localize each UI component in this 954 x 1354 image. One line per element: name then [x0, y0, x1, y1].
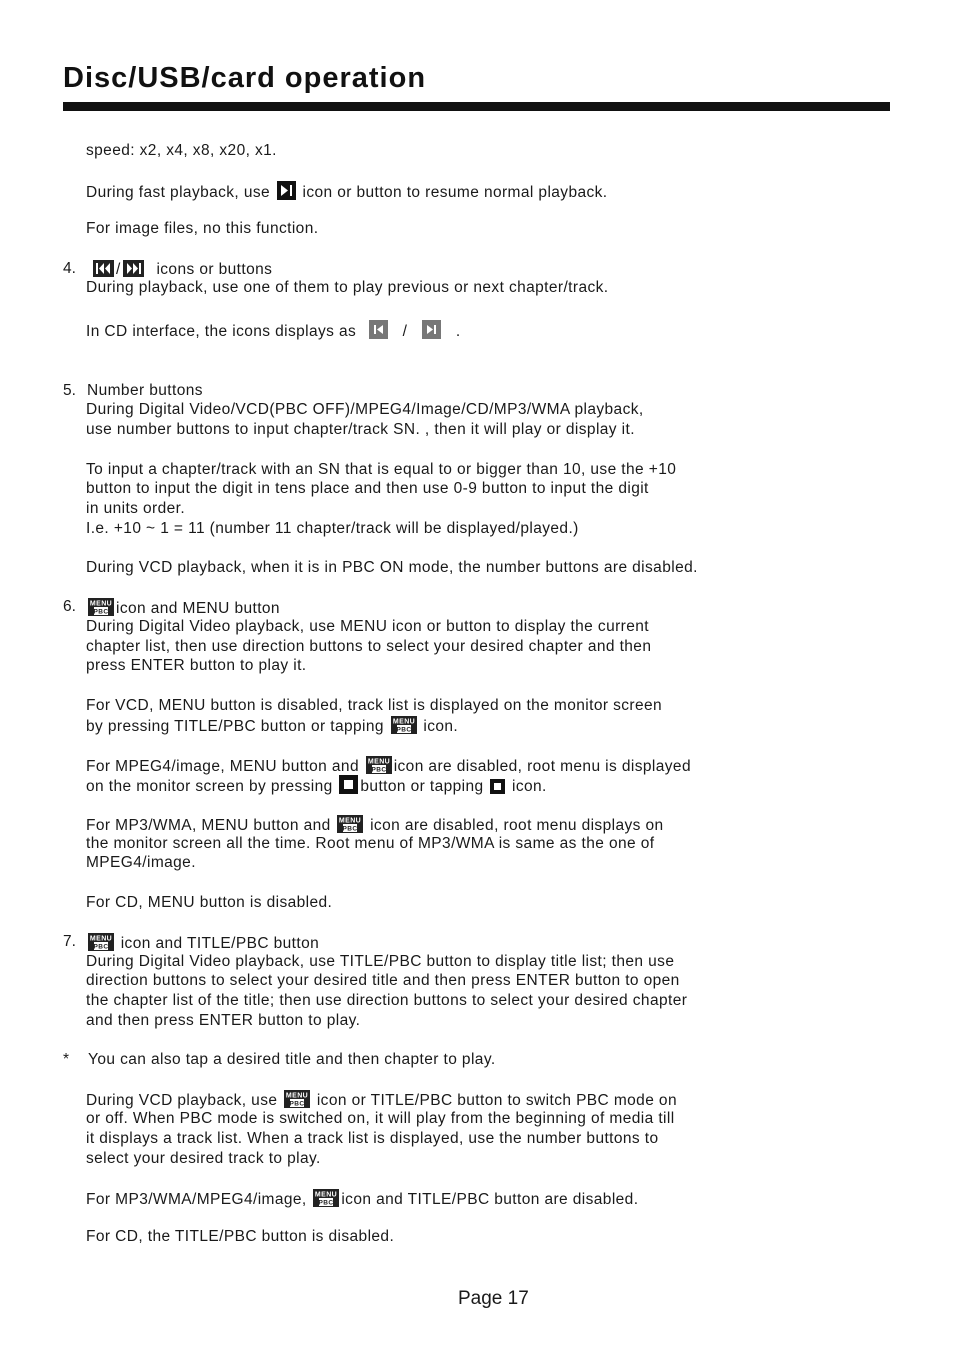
svg-text:MENU: MENU	[89, 600, 113, 608]
section-6-line: MPEG4/image.	[86, 854, 196, 871]
section-6-line	[86, 775, 547, 796]
section-7-note: You can also tap a desired title and then chapter to play.	[88, 1051, 496, 1068]
text: icon.	[423, 718, 459, 735]
fast-playback-line	[86, 181, 608, 202]
item-number: 7.	[63, 933, 76, 950]
section-7-line: and then press ENTER button to play.	[86, 1012, 361, 1029]
svg-text:MENU: MENU	[367, 758, 390, 766]
period: .	[455, 323, 461, 340]
section-7-line: it displays a track list. When a track list is displayed, use the number buttons to	[86, 1130, 659, 1147]
section-7-line	[86, 1189, 638, 1212]
section-5-line: button to input the digit in tens place and then use 0-9 button to input the digit	[86, 480, 649, 497]
svg-text:MENU: MENU	[89, 935, 113, 943]
text: For MP3/WMA, MENU button and	[86, 817, 331, 834]
svg-text:MENU: MENU	[286, 1092, 309, 1100]
text: For MPEG4/image, MENU button and	[86, 758, 359, 775]
image-note: For image files, no this function.	[86, 220, 319, 237]
section-7-line: direction buttons to select your desired title and then press ENTER button to open	[86, 972, 680, 989]
text: During fast playback, use	[86, 184, 271, 201]
item-number: 5.	[63, 382, 76, 399]
text: icon or TITLE/PBC button to switch PBC mode on	[316, 1092, 677, 1109]
speed-line: speed: x2, x4, x8, x20, x1.	[86, 142, 277, 159]
section-6-line: During Digital Video playback, use MENU icon or button to display the current	[86, 618, 649, 635]
root-menu-icon	[339, 775, 358, 794]
menu-pbc-icon	[391, 716, 417, 739]
section-4-cd-line	[86, 320, 461, 341]
section-6-line: the monitor screen all the time. Root menu of MP3/WMA is same as the one of	[86, 835, 655, 852]
previous-chapter-icon	[93, 260, 114, 277]
section-7-line: For CD, the TITLE/PBC button is disabled.	[86, 1228, 395, 1245]
section-5-line: use number buttons to input chapter/track SN. , then it will play or display it.	[86, 421, 635, 438]
svg-text:MENU: MENU	[339, 817, 362, 825]
svg-text:PBC: PBC	[289, 1100, 305, 1108]
section-6-line: press ENTER button to play it.	[86, 657, 307, 674]
text: icon are disabled, root menu displays on	[370, 817, 664, 834]
section-6-line: chapter list, then use direction buttons to select your desired chapter and then	[86, 638, 652, 655]
svg-text:MENU: MENU	[315, 1191, 338, 1199]
text: on the monitor screen by pressing	[86, 778, 333, 795]
section-5-line: To input a chapter/track with an SN that is equal to or bigger than 10, use the +10	[86, 461, 677, 478]
item-number: 4.	[63, 260, 76, 277]
svg-text:PBC: PBC	[396, 726, 412, 734]
section-6-line: For VCD, MENU button is disabled, track list is displayed on the monitor screen	[86, 697, 663, 714]
section-6-line: For CD, MENU button is disabled.	[86, 894, 333, 911]
svg-text:PBC: PBC	[93, 943, 109, 951]
next-chapter-icon	[123, 260, 144, 277]
root-menu-icon	[490, 779, 505, 794]
title-rule	[63, 102, 890, 111]
section-7-line: or off. When PBC mode is switched on, it will play from the beginning of media till	[86, 1110, 675, 1127]
separator: /	[402, 323, 408, 340]
section-7-line: During Digital Video playback, use TITLE/PBC button to display title list; then use	[86, 953, 675, 970]
cd-next-icon	[422, 320, 441, 339]
asterisk: *	[63, 1051, 70, 1068]
svg-text:PBC: PBC	[371, 766, 387, 774]
text: icon and TITLE/PBC button	[120, 935, 320, 952]
text: icon and MENU button	[116, 600, 280, 617]
play-pause-icon	[277, 181, 296, 200]
page-title: Disc/USB/card operation	[63, 62, 427, 94]
section-5-line: in units order.	[86, 500, 186, 517]
svg-text:PBC: PBC	[318, 1199, 334, 1207]
text: During VCD playback, use	[86, 1092, 278, 1109]
section-7-line: select your desired track to play.	[86, 1150, 321, 1167]
menu-pbc-icon	[313, 1189, 339, 1212]
text: by pressing TITLE/PBC button or tapping	[86, 718, 384, 735]
text: icon and TITLE/PBC button are disabled.	[341, 1191, 639, 1208]
cd-previous-icon	[369, 320, 388, 339]
separator: /	[116, 261, 121, 278]
item-number: 6.	[63, 598, 76, 615]
text: button or tapping	[360, 778, 484, 795]
section-4-heading	[91, 260, 272, 279]
text: icon are disabled, root menu is displayed	[393, 758, 691, 775]
section-4-line-1: During playback, use one of them to play previous or next chapter/track.	[86, 279, 609, 296]
section-6-line	[86, 716, 458, 739]
text: For MP3/WMA/MPEG4/image,	[86, 1191, 307, 1208]
svg-text:PBC: PBC	[93, 608, 109, 616]
section-5-heading: Number buttons	[87, 382, 203, 399]
text: icon.	[512, 778, 547, 795]
section-5-line: During VCD playback, when it is in PBC ON mode, the number buttons are disabled.	[86, 559, 698, 576]
text: icons or buttons	[156, 261, 273, 278]
section-5-line: I.e. +10 ~ 1 = 11 (number 11 chapter/track will be displayed/played.)	[86, 520, 579, 537]
svg-text:PBC: PBC	[342, 825, 358, 833]
svg-text:MENU: MENU	[392, 718, 415, 726]
section-7-line: the chapter list of the title; then use direction buttons to select your desired chapter	[86, 992, 688, 1009]
page-number: Page 17	[458, 1288, 529, 1309]
section-5-line: During Digital Video/VCD(PBC OFF)/MPEG4/Image/CD/MP3/WMA playback,	[86, 401, 644, 418]
text: icon or button to resume normal playback.	[302, 184, 608, 201]
text: In CD interface, the icons displays as	[86, 323, 357, 340]
